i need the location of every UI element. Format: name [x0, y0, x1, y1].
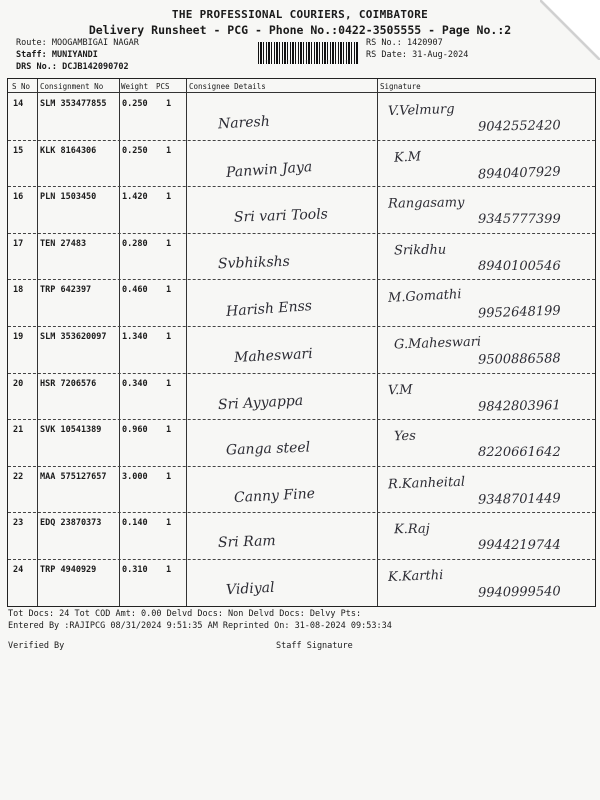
row-sno: 18: [13, 285, 24, 296]
row-pcs: 1: [166, 238, 172, 249]
row-phone-handwritten: 9042552420: [477, 118, 561, 135]
drs-value: DCJB142090702: [62, 62, 129, 72]
row-phone-handwritten: 9952648199: [477, 303, 561, 322]
row-pcs: 1: [166, 471, 172, 482]
company-title: THE PROFESSIONAL COURIERS, COIMBATORE: [171, 8, 429, 21]
runsheet-subtitle: Delivery Runsheet - PCG - Phone No.:0422-3505555 - Page No.:2: [88, 23, 512, 37]
col-header-weight: Weight: [121, 82, 149, 91]
row-consignment-no: MAA 575127657: [40, 471, 107, 482]
row-weight: 1.420: [122, 192, 148, 203]
row-divider: [8, 326, 595, 327]
row-consignee-handwritten: Sri Ram: [217, 533, 276, 552]
col-header-consignment: Consignment No: [40, 82, 104, 91]
row-phone-handwritten: 9944219744: [478, 538, 561, 554]
row-pcs: 1: [166, 565, 172, 575]
row-consignee-handwritten: Maheswari: [233, 345, 314, 367]
row-sno: 24: [13, 565, 24, 575]
row-signature-handwritten: K.M: [393, 148, 422, 166]
row-sno: 14: [13, 99, 24, 109]
route-value: MOOGAMBIGAI NAGAR: [51, 38, 139, 48]
row-divider: [8, 140, 595, 141]
row-weight: 0.340: [122, 378, 148, 389]
totals-line: Tot Docs: 24 Tot COD Amt: 0.00 Delvd Docs: Non Delvd Docs: Delvy Pts:: [8, 609, 362, 619]
row-pcs: 1: [166, 145, 172, 156]
row-sno: 22: [13, 471, 24, 482]
row-weight: 0.140: [122, 518, 148, 529]
row-sno: 21: [13, 425, 24, 436]
row-divider: [8, 233, 595, 234]
row-pcs: 1: [166, 378, 172, 389]
row-consignee-handwritten: Panwin Jaya: [225, 158, 313, 181]
row-consignee-handwritten: Canny Fine: [233, 485, 316, 506]
row-consignment-no: TRP 4940929: [40, 565, 97, 575]
row-consignee-handwritten: Harish Enss: [225, 298, 313, 321]
staff-value: MUNIYANDI: [51, 50, 98, 60]
col-divider: [377, 79, 378, 606]
row-pcs: 1: [166, 192, 172, 203]
row-signature-handwritten: G.Maheswari: [393, 334, 482, 353]
row-weight: 0.280: [122, 238, 148, 249]
row-divider: [8, 559, 595, 560]
row-weight: 0.310: [122, 565, 148, 575]
row-phone-handwritten: 9345777399: [478, 212, 561, 228]
row-weight: 3.000: [122, 471, 148, 482]
row-divider: [8, 186, 595, 187]
row-consignee-handwritten: Sri vari Tools: [233, 206, 329, 226]
rs-no-value: 1420907: [406, 38, 443, 48]
col-header-sno: S No: [12, 82, 31, 91]
row-consignee-handwritten: Naresh: [217, 113, 271, 133]
row-weight: 0.960: [122, 425, 148, 436]
row-consignment-no: TEN 27483: [40, 238, 87, 249]
runsheet-table: [7, 78, 596, 607]
row-divider: [8, 466, 595, 467]
entered-line: Entered By :RAJIPCG 08/31/2024 9:51:35 AM Reprinted On: 31-08-2024 09:53:34: [8, 621, 392, 631]
row-divider: [8, 279, 595, 280]
row-signature-handwritten: K.Raj: [393, 522, 430, 538]
row-consignment-no: KLK 8164306: [40, 145, 97, 156]
row-phone-handwritten: 9348701449: [477, 491, 561, 508]
row-consignment-no: SLM 353477855: [40, 99, 107, 109]
row-weight: 0.250: [122, 145, 148, 156]
row-pcs: 1: [166, 518, 172, 529]
row-pcs: 1: [166, 425, 172, 436]
row-sno: 23: [13, 518, 24, 529]
row-phone-handwritten: 9940999540: [477, 584, 561, 601]
row-signature-handwritten: V.Velmurg: [387, 101, 455, 120]
row-signature-handwritten: K.Karthi: [387, 568, 444, 585]
row-phone-handwritten: 9842803961: [477, 397, 561, 415]
row-divider: [8, 512, 595, 513]
rs-date-value: 31-Aug-2024: [412, 50, 469, 60]
col-divider: [186, 79, 187, 606]
col-header-consignee: Consignee Details: [189, 82, 266, 91]
row-consignment-no: PLN 1503450: [40, 192, 97, 203]
row-divider: [8, 419, 595, 420]
row-consignment-no: HSR 7206576: [40, 378, 97, 389]
row-signature-handwritten: V.M: [387, 382, 413, 399]
row-consignment-no: EDQ 23870373: [40, 518, 102, 529]
col-header-signature: Signature: [380, 82, 421, 91]
row-phone-handwritten: 8940407929: [477, 164, 561, 183]
drs-line: DRS No.: DCJB142090702: [16, 62, 129, 72]
row-consignee-handwritten: Sri Ayyappa: [217, 392, 304, 413]
row-phone-handwritten: 8220661642: [478, 445, 561, 461]
barcode: [258, 42, 358, 64]
rs-date-line: RS Date: 31-Aug-2024: [366, 50, 469, 60]
row-signature-handwritten: M.Gomathi: [387, 287, 462, 307]
staff-signature-label: Staff Signature: [276, 641, 353, 651]
verified-by: Verified By: [8, 641, 65, 651]
row-sno: 16: [13, 192, 24, 203]
row-pcs: 1: [166, 332, 172, 342]
row-sno: 19: [13, 332, 24, 342]
row-signature-handwritten: Yes: [393, 428, 416, 445]
row-weight: 0.460: [122, 285, 148, 296]
row-signature-handwritten: Rangasamy: [387, 195, 465, 212]
row-sno: 15: [13, 145, 24, 156]
row-weight: 1.340: [122, 332, 148, 342]
row-signature-handwritten: R.Kanheital: [387, 474, 466, 493]
col-divider: [119, 79, 120, 606]
row-phone-handwritten: 8940100546: [478, 258, 561, 274]
row-consignment-no: TRP 642397: [40, 285, 92, 296]
row-pcs: 1: [166, 285, 172, 296]
staff-line: Staff: MUNIYANDI: [16, 50, 98, 60]
row-phone-handwritten: 9500886588: [477, 351, 561, 368]
row-consignee-handwritten: Ganga steel: [225, 439, 311, 459]
row-signature-handwritten: Srikdhu: [393, 242, 447, 259]
row-consignment-no: SLM 353620097: [40, 332, 107, 342]
row-divider: [8, 373, 595, 374]
row-weight: 0.250: [122, 99, 148, 109]
row-consignee-handwritten: Vidiyal: [225, 579, 275, 599]
col-header-pcs: PCS: [156, 82, 170, 91]
route-line: Route: MOOGAMBIGAI NAGAR: [16, 38, 139, 48]
rs-no-line: RS No.: 1420907: [366, 38, 443, 48]
row-sno: 20: [13, 378, 24, 389]
col-divider: [37, 79, 38, 606]
row-sno: 17: [13, 238, 24, 249]
row-consignment-no: SVK 10541389: [40, 425, 102, 436]
header-divider: [8, 92, 595, 93]
row-pcs: 1: [166, 99, 172, 109]
row-consignee-handwritten: Svbhikshs: [217, 253, 291, 273]
